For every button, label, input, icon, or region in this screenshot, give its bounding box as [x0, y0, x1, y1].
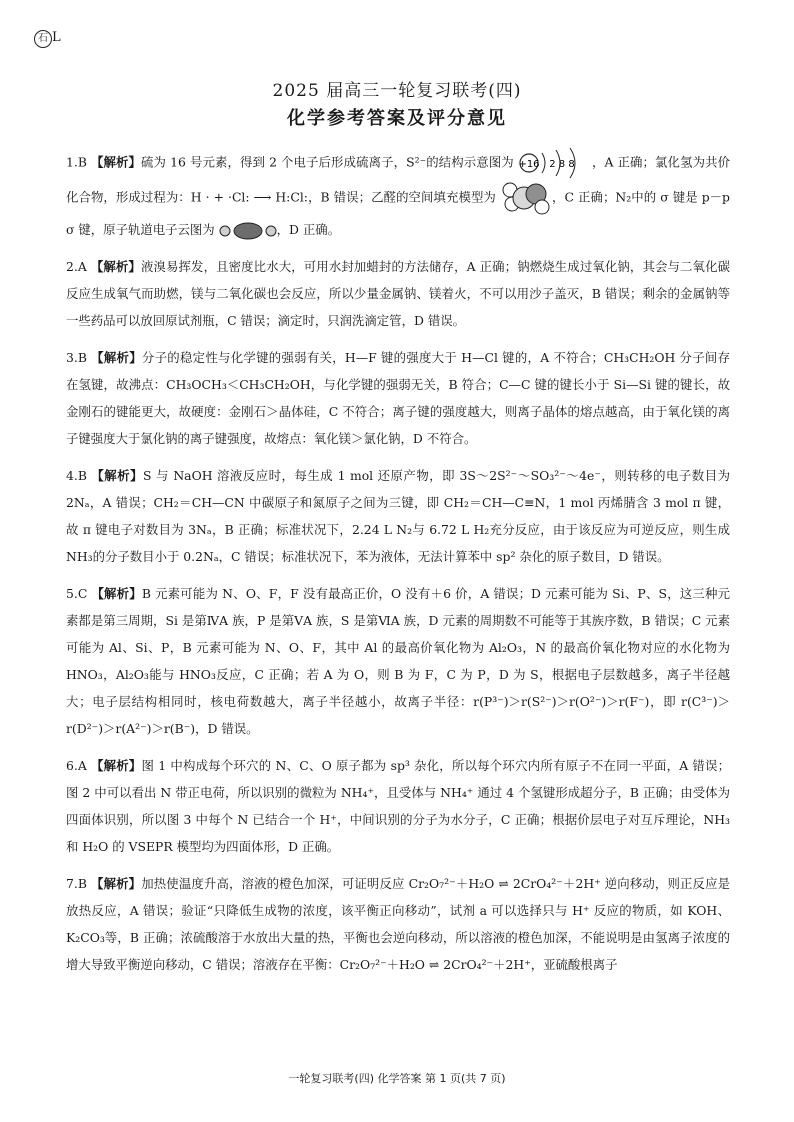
question-7: [66, 870, 730, 978]
question-3: [66, 344, 730, 452]
answer-body: [66, 146, 730, 988]
logo-circle: 石: [34, 30, 52, 48]
q5-tag: 【解析】: [91, 586, 142, 601]
q1-cl-1: Cl:: [231, 189, 250, 205]
q3-tag: 【解析】: [91, 350, 142, 365]
page-subtitle: 化学参考答案及评分意见: [287, 108, 507, 129]
q7-text: 加热使温度升高，溶液的橙色加深，可证明反应 Cr₂O₇²⁻＋H₂O ⇌ 2CrO₄²⁻＋2H⁺ 逆向移动，则正反应是放热反应，A 错误；验证“只降低生成物的浓度，该平衡正向移动”，试剂 a 可以选择只与 H⁺ 反应的物质，如 KOH、K₂CO₃等，B 正确；浓硫酸溶于水放出大量的热，平衡也会逆向移动，所以溶液的橙色加深，不能说明是由氢离子浓度的增大导致平衡逆向移动，C 错误；溶液存在平衡：Cr₂O₇²⁻＋H₂O ⇌ 2CrO₄²⁻＋2H⁺，亚硫酸根离子: [66, 876, 731, 972]
q2-tag: 【解析】: [90, 259, 141, 274]
q2-text: 液溴易挥发，且密度比水大，可用水封加蜡封的方法储存，A 正确；钠燃烧生成过氧化钠，其会与二氧化碳反应生成氧气而助燃，镁与二氧化碳也会反应，所以少量金属钠、镁着火，不可以用沙子盖灭，B 错误；剩余的金属钠等一些药品可以放回原试剂瓶，C 错误；滴定时，只润洗滴定管，D 错误。: [66, 259, 730, 328]
q1-cl-2: Cl:: [290, 189, 308, 205]
shell-nucleus: +16: [518, 159, 540, 170]
page-title: 2025 届高三一轮复习联考(四): [272, 81, 522, 101]
question-4: [66, 462, 730, 570]
q1-text-4: ，B 错误；乙醛的空间填充模型为: [307, 189, 496, 205]
shell-electrons: 2 8 8: [549, 159, 575, 170]
q1-text-5: ，C 正确；N₂中的 σ 键是 p－p σ 键，原子轨道电子云图为: [66, 189, 730, 237]
q4-number: 4.B: [66, 468, 92, 483]
q1-text-1: 硫为 16 号元素，得到 2 个电子后形成硫离子，S²⁻的结构示意图为: [141, 154, 514, 170]
q5-number: 5.C: [66, 586, 92, 601]
sulfide-ion-structure-diagram: [518, 146, 592, 180]
q6-text: 图 1 中构成每个环穴的 N、C、O 原子都为 sp³ 杂化，所以每个环穴内所有原子不在同一平面，A 错误；图 2 中可以看出 N 带正电荷，所以识别的微粒为 NH₄⁺，且受体与 NH₄⁺ 通过 4 个氢键形成超分子，B 正确；由受体为四面体识别，所以图 3 中每个 N 已结合一个 H⁺，中间识别的分子为水分子，C 正确；根据价层电子对互斥理论，NH₃和 H₂O 的 VSEPR 模型均为四面体形，D 正确。: [66, 758, 730, 854]
q7-tag: 【解析】: [91, 876, 142, 891]
acetaldehyde-space-filling-model: [500, 180, 552, 216]
q6-number: 6.A: [66, 758, 91, 773]
logo-text: L: [52, 30, 61, 45]
header-logo: [34, 30, 61, 48]
q7-number: 7.B: [66, 876, 92, 891]
question-2: [66, 253, 730, 334]
q5-text: B 元素可能为 N、O、F，F 没有最高正价，O 没有＋6 价，A 错误；D 元素可能为 Si、P、S，这三种元素都是第三周期，Si 是第ⅣA 族，P 是第ⅤA 族，S 是第ⅥA 族，D 元素的周期数不可能等于其族序数，B 错误；C 元素可能为 Al、Si、P，B 元素可能为 N、O、F，其中 Al 的最高价氧化物为 Al₂O₃，N 的最高价氧化物对应的水化物为 HNO₃，Al₂O₃能与 HNO₃反应，C 正确；若 A 为 O，则 B 为 F，C 为 P，D 为 S，根据电子层数越多，离子半径越大；电子层结构相同时，核电荷数越大，离子半径越小，故离子半径：r(P³⁻)＞r(S²⁻)＞r(O²⁻)＞r(F⁻)，即 r(C³⁻)＞r(D²⁻)＞r(A²⁻)＞r(B⁻)，D 错误。: [66, 586, 730, 736]
q2-number: 2.A: [66, 259, 91, 274]
q3-number: 3.B: [66, 350, 92, 365]
q1-tag: 【解析】: [91, 154, 142, 170]
q1-number: 1.B: [66, 154, 91, 170]
q1-text-6: ，D 正确。: [276, 222, 341, 237]
sigma-bond-electron-cloud: [219, 221, 277, 241]
page-footer: 一轮复习联考(四) 化学答案 第 1 页(共 7 页): [288, 1072, 506, 1085]
q1-text-3: ⟶ H:: [249, 189, 291, 205]
q4-text: S 与 NaOH 溶液反应时，每生成 1 mol 还原产物，即 3S～2S²⁻～SO₃²⁻～4e⁻，则转移的电子数目为 2Nₐ，A 错误；CH₂＝CH—CN 中碳原子和氮原子之间为三键，即 CH₂＝CH—C≡N，1 mol 丙烯腈含 3 mol π 键，故 π 键电子对数目为 3Nₐ，B 正确；标准状况下，2.24 L N₂与 6.72 L H₂充分反应，由于该反应为可逆反应，则生成 NH₃的分子数目小于 0.2Nₐ，C 错误；标准状况下，苯为液体，无法计算苯中 sp² 杂化的原子数目，D 错误。: [66, 468, 730, 564]
q4-tag: 【解析】: [91, 468, 144, 483]
q1-text-2: ，A 正确；氯化氢为共价化合物，形成过程为：H · + ·: [66, 154, 730, 205]
question-5: [66, 580, 730, 742]
q6-tag: 【解析】: [90, 758, 142, 773]
question-1: [66, 146, 730, 243]
q3-text: 分子的稳定性与化学键的强弱有关，H—F 键的强度大于 H—Cl 键的，A 不符合；CH₃CH₂OH 分子间存在氢键，故沸点：CH₃OCH₃＜CH₃CH₂OH，与化学键的强弱无关，B 符合；C—C 键的键长小于 Si—Si 键的键长，故金刚石的键能更大，故硬度：金刚石＞晶体硅，C 不符合；离子键的强度越大，则离子晶体的熔点越高，由于氧化镁的离子键强度大于氯化钠的离子键强度，故熔点：氧化镁＞氯化钠，D 不符合。: [66, 350, 731, 446]
question-6: [66, 752, 730, 860]
